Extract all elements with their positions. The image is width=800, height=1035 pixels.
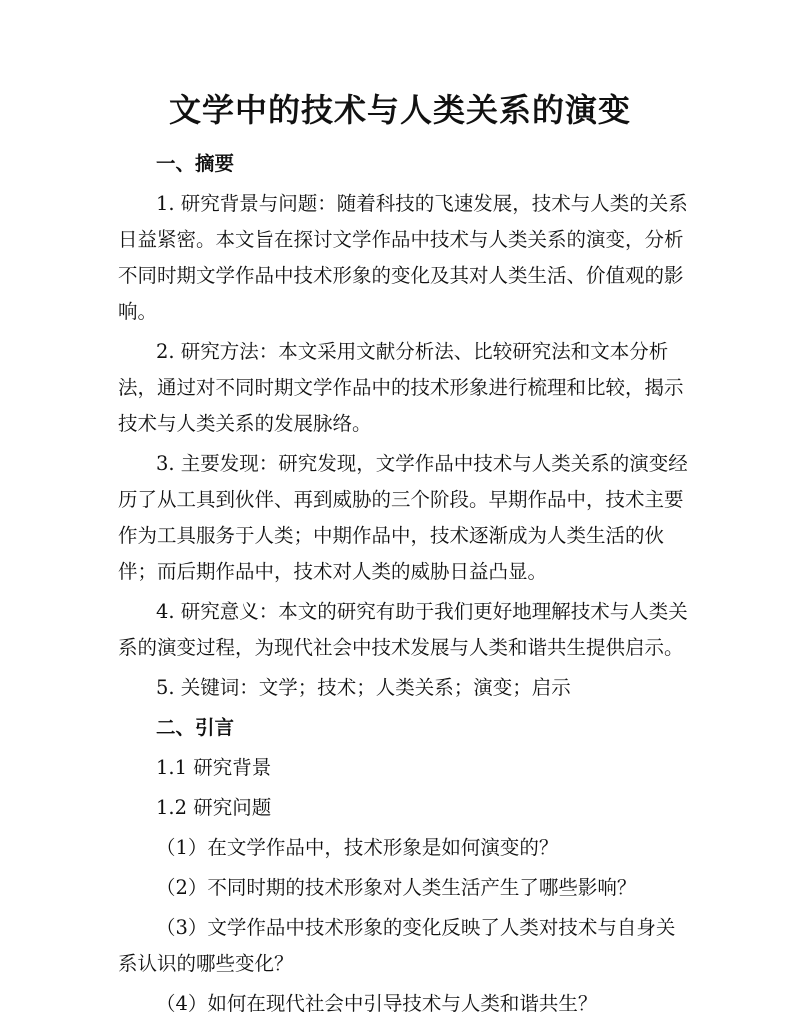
abstract-item-findings: 3. 主要发现：研究发现，文学作品中技术与人类关系的演变经历了从工具到伙伴、再到威胁的三个阶段。早期作品中，技术主要作为工具服务于人类；中期作品中，技术逐渐成为人类生活的伙伴；而后期作品中，技术对人类的威胁日益凸显。 — [118, 452, 688, 583]
abstract-item-method: 2. 研究方法：本文采用文献分析法、比较研究法和文本分析法，通过对不同时期文学作品中的技术形象进行梳理和比较，揭示技术与人类关系的发展脉络。 — [118, 340, 684, 435]
research-question-2: （2）不同时期的技术形象对人类生活产生了哪些影响？ — [156, 876, 637, 899]
section-heading-intro: 二、引言 — [156, 716, 235, 739]
document-title: 文学中的技术与人类关系的演变 — [168, 91, 631, 129]
abstract-item-background: 1. 研究背景与问题：随着科技的飞速发展，技术与人类的关系日益紧密。本文旨在探讨文学作品中技术与人类关系的演变，分析不同时期文学作品中技术形象的变化及其对人类生活、价值观的影响。 — [118, 192, 688, 323]
abstract-item-significance: 4. 研究意义：本文的研究有助于我们更好地理解技术与人类关系的演变过程，为现代社会中技术发展与人类和谐共生提供启示。 — [118, 600, 688, 659]
subsection-research-questions: 1.2 研究问题 — [156, 796, 272, 819]
research-question-3: （3）文学作品中技术形象的变化反映了人类对技术与自身关系认识的哪些变化？ — [118, 916, 676, 975]
research-question-1: （1）在文学作品中，技术形象是如何演变的？ — [156, 836, 559, 859]
section-heading-abstract: 一、摘要 — [156, 152, 235, 175]
document-body — [118, 146, 692, 1026]
abstract-item-keywords: 5. 关键词：文学；技术；人类关系；演变；启示 — [156, 676, 571, 699]
research-question-4: （4）如何在现代社会中引导技术与人类和谐共生？ — [156, 992, 598, 1015]
subsection-research-background: 1.1 研究背景 — [156, 756, 272, 779]
